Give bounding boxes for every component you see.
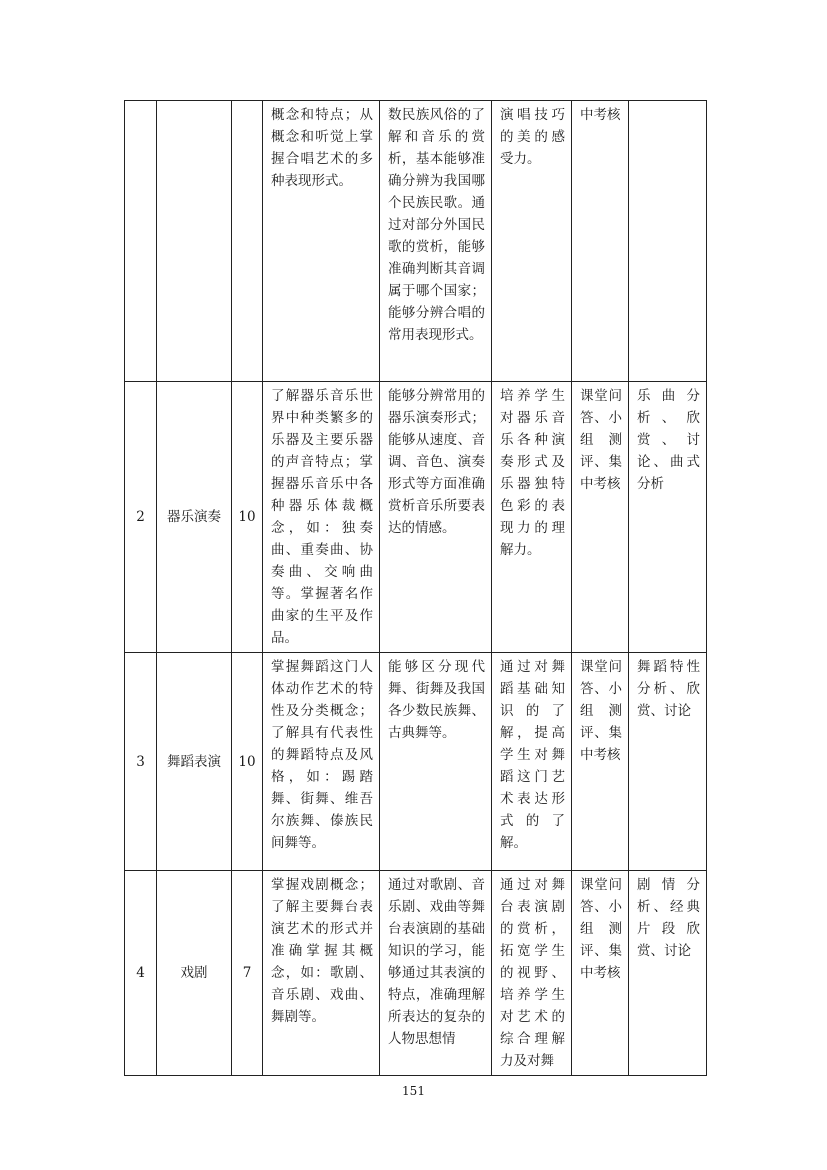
ability-goal: 数民族风俗的了解和音乐的赏析，基本能够准确分辨为我国哪个民族民歌。通过对部分外国民歌的赏析，能够准确判断其音调属于哪个国家；能够分辨合唱的常用表现形式。 bbox=[380, 101, 492, 382]
table-row bbox=[125, 101, 707, 382]
module-name bbox=[157, 101, 232, 382]
ability-goal: 通过对歌剧、音乐剧、戏曲等舞台表演剧的基础知识的学习，能够通过其表演的特点，准确理解所表达的复杂的人物思想情 bbox=[380, 871, 492, 1076]
knowledge-content: 了解器乐音乐世界中种类繁多的乐器及主要乐器的声音特点；掌握器乐音乐中各种器乐体裁概念，如：独奏曲、重奏曲、协奏曲、交响曲等。掌握著名作曲家的生平及作品。 bbox=[263, 382, 380, 653]
row-number: 2 bbox=[125, 382, 157, 653]
row-number: 3 bbox=[125, 653, 157, 871]
course-table bbox=[124, 100, 707, 1076]
module-hours: 10 bbox=[232, 382, 263, 653]
module-name: 戏剧 bbox=[157, 871, 232, 1076]
assessment-method: 中考核 bbox=[572, 101, 629, 382]
teaching-method: 舞蹈特性分析、欣赏、讨论 bbox=[629, 653, 707, 871]
ability-goal: 能够分辨常用的器乐演奏形式；能够从速度、音调、音色、演奏形式等方面准确赏析音乐所要表达的情感。 bbox=[380, 382, 492, 653]
module-hours bbox=[232, 101, 263, 382]
row-number bbox=[125, 101, 157, 382]
teaching-method: 乐曲分析、欣赏、讨论、曲式分析 bbox=[629, 382, 707, 653]
module-hours: 10 bbox=[232, 653, 263, 871]
row-number: 4 bbox=[125, 871, 157, 1076]
page-number: 151 bbox=[402, 1084, 425, 1098]
knowledge-content: 掌握舞蹈这门人体动作艺术的特性及分类概念；了解具有代表性的舞蹈特点及风格，如：踢踏舞、街舞、维吾尔族舞、傣族民间舞等。 bbox=[263, 653, 380, 871]
quality-goal: 演唱技巧的美的感受力。 bbox=[492, 101, 572, 382]
quality-goal: 通过对舞蹈基础知识的了解，提高学生对舞蹈这门艺术表达形式的了解。 bbox=[492, 653, 572, 871]
module-name: 器乐演奏 bbox=[157, 382, 232, 653]
assessment-method: 课堂问答、小组测评、集中考核 bbox=[572, 653, 629, 871]
knowledge-content: 掌握戏剧概念；了解主要舞台表演艺术的形式并准确掌握其概念，如：歌剧、音乐剧、戏曲、舞剧等。 bbox=[263, 871, 380, 1076]
module-name: 舞蹈表演 bbox=[157, 653, 232, 871]
knowledge-content: 概念和特点；从概念和听觉上掌握合唱艺术的多种表现形式。 bbox=[263, 101, 380, 382]
quality-goal: 通过对舞台表演剧的赏析，拓宽学生的视野、培养学生对艺术的综合理解力及对舞 bbox=[492, 871, 572, 1076]
quality-goal: 培养学生对器乐音乐各种演奏形式及乐器独特色彩的表现力的理解力。 bbox=[492, 382, 572, 653]
teaching-method: 剧情分析、经典片段欣赏、讨论 bbox=[629, 871, 707, 1076]
assessment-method: 课堂问答、小组测评、集中考核 bbox=[572, 382, 629, 653]
table-row bbox=[125, 871, 707, 1076]
assessment-method: 课堂问答、小组测评、集中考核 bbox=[572, 871, 629, 1076]
table-row bbox=[125, 653, 707, 871]
ability-goal: 能够区分现代舞、街舞及我国各少数民族舞、古典舞等。 bbox=[380, 653, 492, 871]
module-hours: 7 bbox=[232, 871, 263, 1076]
table-row bbox=[125, 382, 707, 653]
teaching-method bbox=[629, 101, 707, 382]
